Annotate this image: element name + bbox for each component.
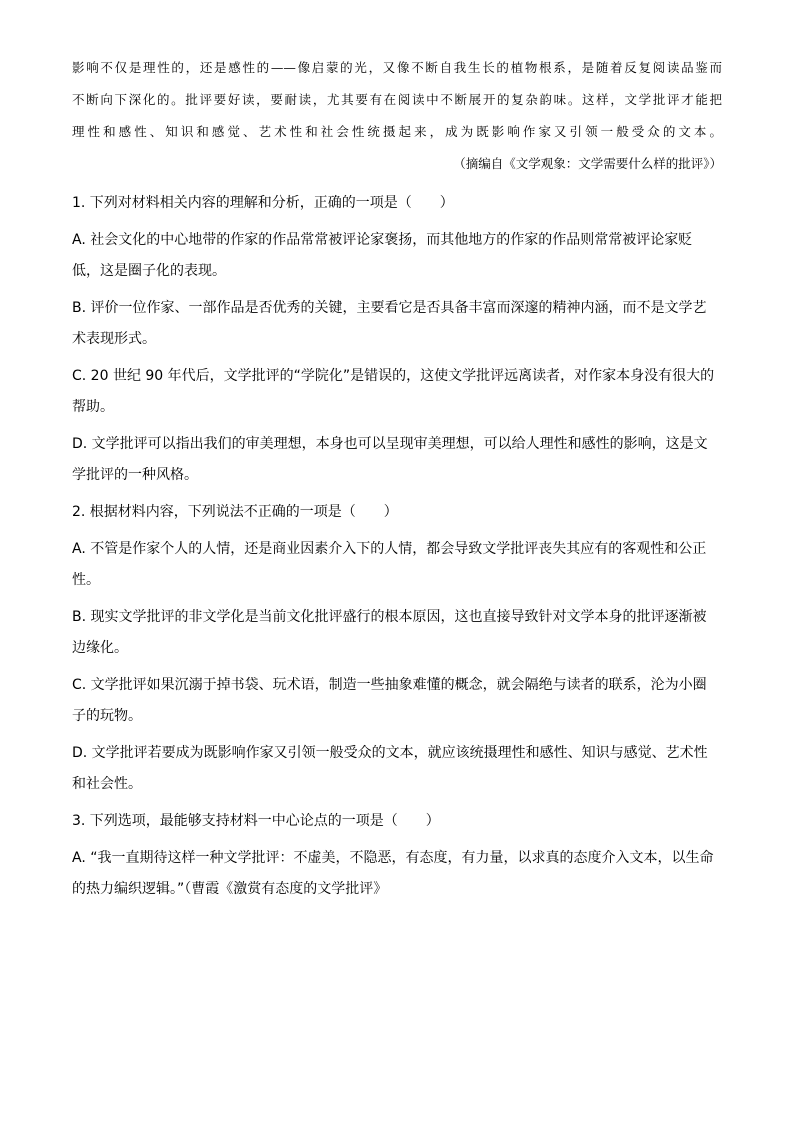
question-stem: 1. 下列对材料相关内容的理解和分析，正确的一项是（ ） (72, 195, 454, 211)
option-line: 帮助。 (72, 399, 114, 415)
document-page (72, 60, 722, 917)
option-line: D. 文学批评可以指出我们的审美理想，本身也可以呈现审美理想，可以给人理性和感性的影响，这是文 (72, 436, 708, 452)
option-a (72, 231, 722, 280)
option-line: B. 现实文学批评的非文学化是当前文化批评盛行的根本原因，这也直接导致针对文学本身的批评逐渐被 (72, 609, 707, 625)
question-stem: 2. 根据材料内容，下列说法不正确的一项是（ ） (72, 504, 398, 520)
option-line: 的热力编织逻辑。”（曹霞《激赏有态度的文学批评》 (72, 881, 388, 897)
option-a (72, 849, 722, 898)
reading-passage (72, 60, 722, 172)
option-line: C. 20 世纪 90 年代后，文学批评的“学院化”是错误的，这使文学批评远离读者，对作家本身没有很大的 (72, 368, 715, 384)
option-line: 子的玩物。 (72, 708, 142, 724)
option-line: 和社会性。 (72, 776, 142, 792)
option-line: A. “我一直期待这样一种文学批评：不虚美，不隐恶，有态度，有力量，以求真的态度介入文本，以生命 (72, 850, 714, 866)
passage-line: 不断向下深化的。批评要好读，要耐读，尤其要有在阅读中不断展开的复杂韵味。这样，文学批评才能把 (72, 92, 722, 107)
option-line: 边缘化。 (72, 640, 128, 656)
passage-line: 理性和感性、知识和感觉、艺术性和社会性统摄起来，成为既影响作家又引领一般受众的文本。 (72, 124, 722, 139)
option-c (72, 676, 722, 725)
option-b (72, 299, 722, 348)
question-1 (72, 194, 722, 484)
option-line: 学批评的一种风格。 (72, 467, 198, 483)
question-3 (72, 812, 722, 898)
option-line: D. 文学批评若要成为既影响作家又引领一般受众的文本，就应该统摄理性和感性、知识与感觉、艺术性 (72, 745, 708, 761)
question-2 (72, 503, 722, 793)
option-line: 术表现形式。 (72, 331, 156, 347)
question-stem: 3. 下列选项，最能够支持材料一中心论点的一项是（ ） (72, 813, 440, 829)
option-line: C. 文学批评如果沉溺于掉书袋、玩术语，制造一些抽象难懂的概念，就会隔绝与读者的联系，沦为小圈 (72, 677, 707, 693)
option-line: B. 评价一位作家、一部作品是否优秀的关键，主要看它是否具备丰富而深邃的精神内涵，而不是文学艺 (72, 300, 707, 316)
passage-line: 影响不仅是理性的，还是感性的——像启蒙的光，又像不断自我生长的植物根系，是随着反复阅读品鉴而 (72, 60, 722, 75)
option-line: 低，这是圈子化的表现。 (72, 263, 226, 279)
option-b (72, 608, 722, 657)
option-line: 性。 (72, 572, 100, 588)
option-d (72, 744, 722, 793)
option-c (72, 367, 722, 416)
option-d (72, 435, 722, 484)
passage-attribution: （摘编自《文学观象：文学需要什么样的批评》） (453, 156, 722, 171)
option-line: A. 社会文化的中心地带的作家的作品常常被评论家褒扬，而其他地方的作家的作品则常常被评论家贬 (72, 232, 693, 248)
option-line: A. 不管是作家个人的人情，还是商业因素介入下的人情，都会导致文学批评丧失其应有的客观性和公正 (72, 541, 707, 557)
option-a (72, 540, 722, 589)
